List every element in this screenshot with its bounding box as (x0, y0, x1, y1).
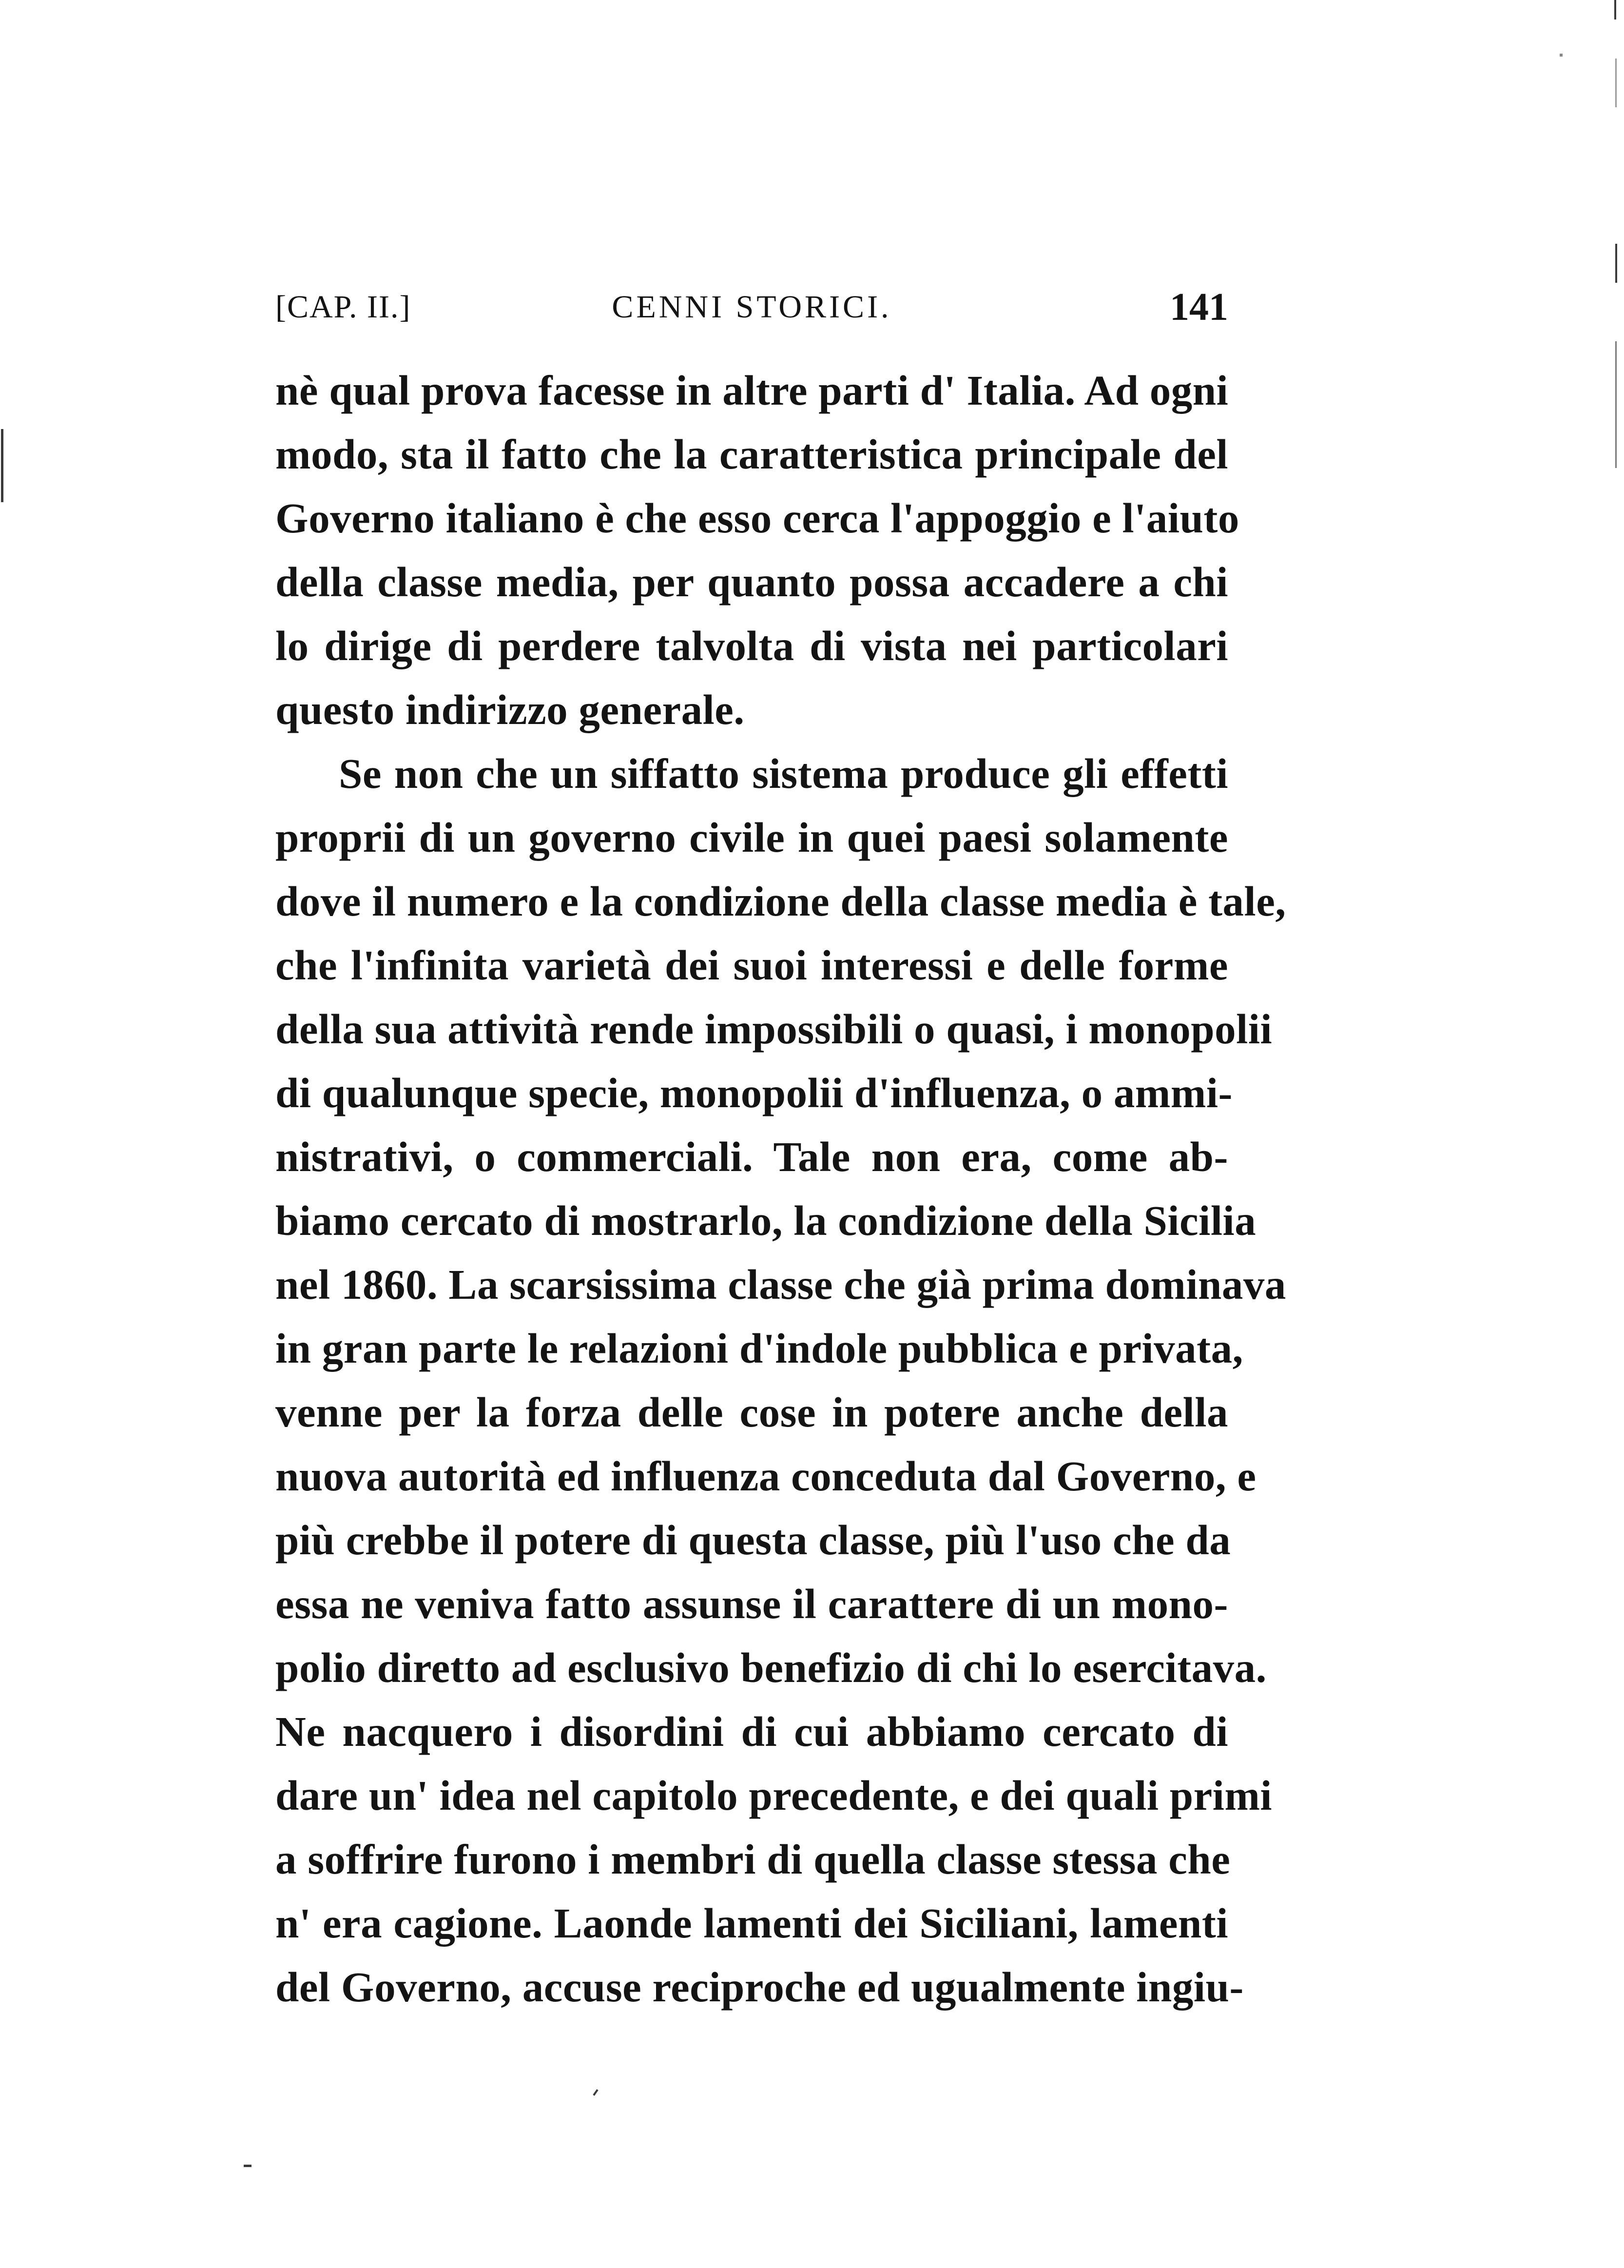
text-line: a soffrire furono i membri di quella classe stessa che (275, 1836, 1231, 1883)
scan-mark (1, 429, 3, 502)
text-line: nè qual prova facesse in altre parti d' Italia. Ad ogni (275, 367, 1229, 414)
scan-mark (1614, 0, 1616, 20)
text-line: più crebbe il potere di questa classe, più l'uso che da (275, 1516, 1231, 1564)
scan-mark (1615, 341, 1617, 468)
text-line: n' era cagione. Laonde lamenti dei Siciliani, lamenti (275, 1899, 1228, 1947)
text-line: della classe media, per quanto possa accadere a chi (275, 558, 1228, 606)
text-line: proprii di un governo civile in quei paesi solamente (275, 814, 1228, 861)
text-line: Ne nacquero i disordini di cui abbiamo cercato di (275, 1708, 1228, 1755)
running-title: CENNI STORICI. (612, 289, 892, 325)
text-line: venne per la forza delle cose in potere anche della (275, 1388, 1228, 1436)
text-line: Governo italiano è che esso cerca l'appoggio e l'aiuto (275, 494, 1239, 542)
text-line: nistrativi, o commerciali. Tale non era, come ab- (275, 1133, 1228, 1180)
text-line: questo indirizzo generale. (275, 686, 745, 733)
text-line: biamo cercato di mostrarlo, la condizione della Sicilia (275, 1197, 1257, 1244)
scan-mark (1615, 59, 1617, 107)
scan-mark (1560, 54, 1563, 57)
running-header (275, 273, 1228, 341)
scan-mark (593, 2089, 598, 2096)
page-number: 141 (1170, 286, 1228, 329)
text-line: dare un' idea nel capitolo precedente, e dei quali primi (275, 1772, 1273, 1819)
text-line: polio diretto ad esclusivo benefizio di chi lo esercitava. (275, 1644, 1267, 1691)
text-line: nel 1860. La scarsissima classe che già prima dominava (275, 1261, 1286, 1308)
text-line: in gran parte le relazioni d'indole pubblica e privata, (275, 1325, 1243, 1372)
text-line: che l'infinita varietà dei suoi interessi e delle forme (275, 941, 1228, 989)
text-line: nuova autorità ed influenza conceduta dal Governo, e (275, 1452, 1257, 1500)
text-line: della sua attività rende impossibili o quasi, i monopolii (275, 1005, 1273, 1053)
text-line: modo, sta il fatto che la caratteristica principale del (275, 430, 1228, 478)
body-text (275, 358, 1286, 2019)
text-line: lo dirige di perdere talvolta di vista nei particolari (275, 622, 1228, 669)
chapter-label: [CAP. II.] (275, 289, 411, 325)
paragraph-first-line: Se non che un siffatto sistema produce gli effetti (339, 750, 1228, 797)
text-line: del Governo, accuse reciproche ed ugualmente ingiu- (275, 1963, 1244, 2011)
text-line: dove il numero e la condizione della classe media è tale, (275, 878, 1286, 925)
scan-mark (1615, 244, 1617, 283)
text-line: di qualunque specie, monopolii d'influenza, o ammi- (275, 1069, 1233, 1116)
text-line: essa ne veniva fatto assunse il carattere di un mono- (275, 1580, 1228, 1627)
scan-mark (244, 2165, 251, 2167)
